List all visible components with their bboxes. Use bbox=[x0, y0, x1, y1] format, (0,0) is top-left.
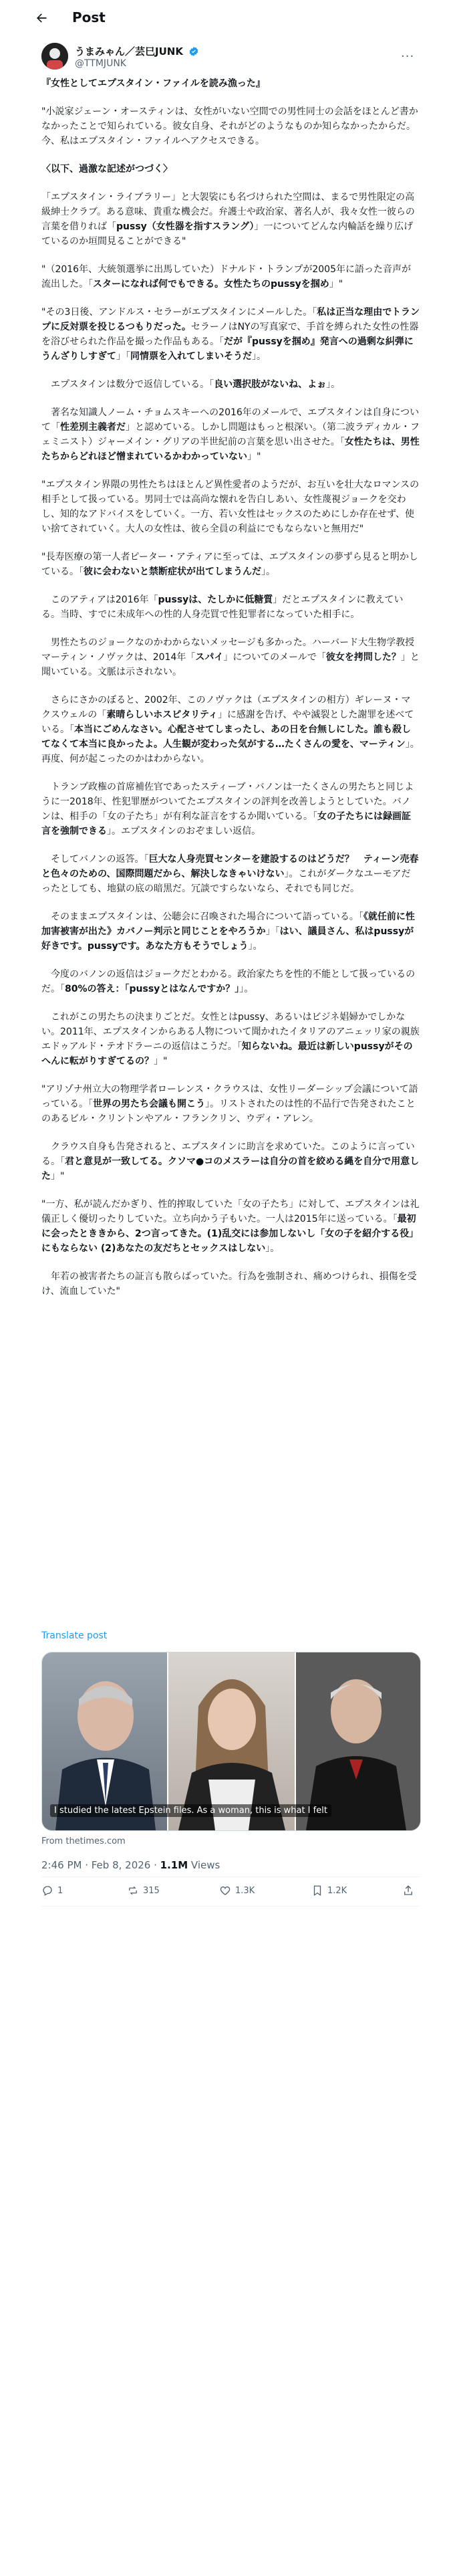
tweet-text-bold: 女性たちは、男性たちからどれほど憎まれているかわかっていない bbox=[41, 437, 420, 462]
bookmark-icon bbox=[311, 1885, 323, 1897]
tweet-text-run: "一方、私が読んだかぎり、性的搾取していた「女の子たち」に対して、エプスタインは礼儀正しく優切ったりしていた。立ち向かう子もいた。一人は2015年に送っている。「 bbox=[41, 1199, 420, 1224]
tweet-text-bold: 《就任前に性加害被害が出た》カバノー判示と同じことをやろうか bbox=[41, 911, 415, 937]
verified-badge-icon bbox=[188, 46, 199, 57]
tweet-text-run: セラーノはNYの写真家で、手首を縛られた女性の性器を浴びせられた作品を撮った作品もある。「 bbox=[41, 322, 419, 347]
post-meta bbox=[41, 1859, 220, 1871]
tweet-paragraph bbox=[41, 1269, 420, 1299]
tweet-text-run: 」" bbox=[154, 1056, 168, 1067]
tweet-text-bold: 君と意見が一致してる。クソマ●コのメスラーは自分の首を絞める縄を自分で用意した bbox=[41, 1156, 420, 1182]
tweet-text-run: 」。エプスタインのおぞましい返信。 bbox=[107, 826, 261, 837]
tweet-text-run: 年若の被害者たちの証言も散らばっていた。行為を強制され、痛めつけられ、損傷を受け、流血していた" bbox=[41, 1271, 417, 1297]
tweet-text-run: 」「 bbox=[265, 926, 280, 937]
tweet-paragraph bbox=[41, 76, 420, 91]
reply-icon bbox=[41, 1885, 53, 1897]
tweet-text-run: 著名な知識人ノーム・チョムスキーへの2016年のメールで、エプスタインは自身について「 bbox=[41, 407, 420, 433]
tweet-paragraph bbox=[41, 550, 420, 579]
share-button[interactable] bbox=[402, 1885, 418, 1897]
tweet-text-run: 」についてのメールで「 bbox=[223, 652, 326, 663]
tweet-text-run: "エプスタイン界隈の男性たちはほとんど異性愛者のようだが、お互いを壮大なロマンスの相手として扱っている。男同士では高尚な懐れを告白しあい、女性蔑視ジョークを交わし、知的なアドバイスをしていく。一方、若い女性はセックスのためにしか存在せず、使い捨てされていく。大人の女性は、彼ら全員の利益にでもならないと無用だ" bbox=[41, 479, 420, 534]
source-link[interactable]: From thetimes.com bbox=[41, 1836, 126, 1846]
tweet-text-run: クラウス自身も告発されると、エプスタインに助言を求めていた。このように言っている。「 bbox=[41, 1142, 415, 1167]
tweet-paragraph bbox=[41, 852, 420, 896]
repost-icon bbox=[127, 1885, 139, 1897]
tweet-text-bold: 世界の男たち会議も開こう bbox=[93, 1099, 205, 1109]
tweet-text-bold: スパイ bbox=[195, 652, 224, 663]
tweet-text-bold: 性差別主義者だ bbox=[60, 422, 126, 433]
more-icon[interactable]: ··· bbox=[401, 49, 415, 64]
tweet-text-bold: スターになれば何でもできる。女性たちのpussyを掴め bbox=[93, 279, 329, 290]
tweet-text-bold: 良い選択肢がないね、よぉ bbox=[214, 379, 327, 390]
tweet-text-run: 」。 bbox=[261, 566, 275, 577]
tweet-text-bold: 巨大な人身売買センターを建設するのはどうだ？ ティーン売春と色々のための、国際問題だから、解決しなきゃいけない bbox=[41, 854, 419, 879]
bookmark-button[interactable] bbox=[311, 1885, 347, 1897]
tweet-text-run: 今度のバノンの返信はジョークだとわかる。政治家たちを性的不能として扱っているのだ。「 bbox=[41, 969, 416, 994]
tweet-text-bold: 女の子たちには録画証言を強制できる bbox=[41, 811, 411, 837]
tweet-text-run: 」。再度、何が起こったのかはわからない。 bbox=[41, 739, 420, 764]
tweet-text-bold: 80%の答え：「pussyとはなんですか？」 bbox=[65, 984, 240, 994]
tweet-paragraph bbox=[41, 1082, 420, 1126]
divider bbox=[41, 1876, 420, 1877]
like-icon bbox=[219, 1885, 231, 1897]
tweet-text-run: 」。 bbox=[265, 1243, 280, 1254]
tweet-text-run: "（2016年、大統領選挙に出馬していた）ドナルド・トランプが2005年に語った音声が流出した。「 bbox=[41, 264, 411, 290]
tweet-text-run: 」。 bbox=[248, 941, 263, 952]
tweet-text-run: 」" bbox=[247, 451, 261, 462]
tweet-text-run: トランプ政権の首席補佐官であったスティーブ・バノンは一たくさんの男たちと同じように一2018年、性犯罪歴がついてたエプスタインの評判を改善しようとしていた。バノンは、相手の「女の子たち」が有利な証言をするか聞いている。「 bbox=[41, 782, 414, 822]
reply-button[interactable] bbox=[41, 1885, 63, 1897]
translate-link[interactable]: Translate post bbox=[41, 1630, 108, 1641]
author-handle[interactable]: @TTMJUNK bbox=[75, 58, 126, 69]
tweet-text-run: これがこの男たちの決まりごとだ。女性とはpussy、あるいはビジネ娼婦かでしかない。2011年、エプスタインからある人物について聞かれたイタリアのアニェッリ家の親族エドゥアルド・テオドラーニの返信はこうだ。「 bbox=[41, 1012, 420, 1052]
tweet-text-bold: 素晴らしいホスピタリティ bbox=[106, 710, 218, 720]
tweet-paragraph bbox=[41, 593, 420, 622]
avatar[interactable] bbox=[41, 43, 68, 70]
tweet-text-run: さらにさかのぼると、2002年、このノヴァクは（エプスタインの相方）ギレーヌ・マクスウェルの「 bbox=[41, 695, 411, 720]
tweet-text-bold: 知らないね。最近は新しいpussyがそのへんに転がりすぎてるの？ bbox=[41, 1041, 413, 1067]
tweet-paragraph bbox=[41, 405, 420, 464]
tweet-paragraph bbox=[41, 190, 420, 249]
tweet-text-bold: 最初に会ったとききから、2つ言ってきた。(1)乱交には参加しないし「女の子を紹介する役」にもならない (2)あなたの友だちとセックスはしない bbox=[41, 1214, 419, 1254]
tweet-paragraph bbox=[41, 635, 420, 679]
views-label: Views bbox=[188, 1859, 220, 1871]
back-arrow-icon[interactable] bbox=[35, 11, 48, 25]
author-name-row[interactable] bbox=[75, 44, 199, 58]
tweet-paragraph bbox=[41, 1140, 420, 1184]
tweet-paragraph bbox=[41, 1197, 420, 1256]
repost-button[interactable] bbox=[127, 1885, 160, 1897]
tweet-text-run: 」だとエプスタインに教えている。当時、すでに未成年への性的人身売買で性犯罪者になっていた相手に。 bbox=[41, 595, 404, 620]
tweet-text-run: 」一についてどんな内輪話を繰り広げているのか垣間見ることができる" bbox=[41, 221, 414, 247]
tweet-text-bold: だが『pussyを掴め』発言への過剰な糾弾にうんざりしすぎて bbox=[41, 336, 414, 362]
divider bbox=[41, 1906, 420, 1907]
tweet-text-bold: 彼に会わないと禁断症状が出てしまうんだ bbox=[84, 566, 261, 577]
tweet-text-run: 」に感謝を告げ、やや滅裂とした謝罪を述べている。「 bbox=[41, 710, 414, 735]
tweet-text-run: "アリゾナ州立大の物理学者ローレンス・クラウスは、女性リーダーシップ会議について語っている。「 bbox=[41, 1084, 418, 1109]
tweet-text-bold: pussy（女性器を指すスラング） bbox=[116, 221, 255, 232]
tweet-paragraph bbox=[41, 262, 420, 292]
post-timestamp[interactable]: 2:46 PM · Feb 8, 2026 · bbox=[41, 1859, 160, 1871]
tweet-text-run: このアティアは2016年「 bbox=[41, 595, 158, 605]
tweet-text-run: そのままエプスタインは、公聴会に召喚された場合について語っている。「 bbox=[41, 911, 363, 922]
top-bar bbox=[0, 0, 451, 35]
tweet-text-bold: pussyは、たしかに低糖質 bbox=[158, 595, 273, 605]
action-bar bbox=[41, 1878, 420, 1905]
media-caption: I studied the latest Epstein files. As a woman, this is what I felt bbox=[50, 1804, 331, 1817]
tweet-text-run: エプスタインは数分で返信している。「 bbox=[41, 379, 214, 390]
tweet-text-run: 」「 bbox=[116, 351, 130, 362]
tweet-text bbox=[41, 76, 420, 1312]
tweet-text-bold: 本当にごめんなさい。心配させてしまったし、あの日を台無しにした。誰も殺してなくて本当に良かったよ。人生観が変わった気がする…たくさんの愛を、マーティン bbox=[41, 724, 411, 750]
media-card[interactable] bbox=[41, 1652, 421, 1831]
tweet-text-run: 」。リストされたのは性的不品行で告発されたことのあるビル・クリントンやアル・フランクリン、ウディ・アレン。 bbox=[41, 1099, 416, 1124]
tweet-text-bold: 私は正当な理由でトランプに反対票を投じるつもりだった。 bbox=[41, 307, 420, 332]
tweet-text-run: "長寿医療の第一人者ピーター・アティアに至っては、エプスタインの夢ずら見ると明かしている。「 bbox=[41, 552, 418, 577]
tweet-text-run: 」" bbox=[329, 279, 343, 290]
tweet-text-bold: 『女性としてエプスタイン・ファイルを読み漁った』 bbox=[41, 78, 265, 89]
tweet-text-run: 」。 bbox=[252, 351, 266, 362]
reply-count: 1 bbox=[57, 1885, 63, 1896]
tweet-paragraph bbox=[41, 780, 420, 839]
tweet-text-run: 」と聞いている。文脈は示されない。 bbox=[41, 652, 420, 677]
tweet-text-run: "小説家ジェーン・オースティンは、女性がいない空間での男性同士の会話をほとんど書かなかったことで知られている。彼女自身、それがどのようなものか知らなかったからだ。今、私はエプスタイン・ファイルへアクセスできる。 bbox=[41, 106, 418, 146]
tweet-paragraph bbox=[41, 693, 420, 766]
author-name[interactable]: うまみゃん／芸巳JUNK bbox=[75, 45, 183, 58]
tweet-paragraph bbox=[41, 477, 420, 536]
repost-count: 315 bbox=[143, 1885, 160, 1896]
tweet-text-run: 」と認めている。しかし問題はもっと根深い。（第二波ラディカル・フェミニスト）ジャーメイン・グリアの半世紀前の言葉を思い出させた。「 bbox=[41, 422, 420, 447]
tweet-paragraph bbox=[41, 104, 420, 148]
page-title: Post bbox=[72, 9, 106, 25]
tweet-text-run: 「エプスタイン・ライブラリー」と大袈裟にも名づけられた空間は、まるで男性限定の高級紳士クラブ。ある意味、貴重な機会だ。弁護士や政治家、著名人が、我々女性一彼らの言葉を借りれば「 bbox=[41, 192, 415, 232]
tweet-paragraph bbox=[41, 967, 420, 996]
tweet-text-bold: 彼女を拷問した？ bbox=[325, 652, 401, 663]
tweet-text-run: 」" bbox=[51, 1171, 65, 1182]
like-count: 1.3K bbox=[235, 1885, 255, 1896]
views-count: 1.1M bbox=[160, 1859, 188, 1871]
bookmark-count: 1.2K bbox=[327, 1885, 347, 1896]
tweet-text-run: 」。 bbox=[326, 379, 341, 390]
like-button[interactable] bbox=[219, 1885, 255, 1897]
tweet-text-bold: 〈以下、過激な記述がつづく〉 bbox=[41, 164, 172, 175]
tweet-paragraph bbox=[41, 909, 420, 954]
tweet-paragraph bbox=[41, 162, 420, 177]
tweet-text-run: "その3日後、アンドルス・セラーがエプスタインにメールした。「 bbox=[41, 307, 317, 318]
tweet-text-run: そしてバノンの返答。「 bbox=[41, 854, 149, 865]
tweet-text-bold: 同情票を入れてしまいそうだ bbox=[130, 351, 252, 362]
tweet-paragraph bbox=[41, 377, 420, 392]
tweet-text-run: 」。 bbox=[239, 984, 254, 994]
tweet-text-run: 男性たちのジョークなのかわからないメッセージも多かった。ハーバード大生物学教授マーティン・ノヴァクは、2014年「 bbox=[41, 637, 415, 663]
tweet-paragraph bbox=[41, 305, 420, 364]
tweet-paragraph bbox=[41, 1010, 420, 1069]
tweet-text-run: 」。これがダークなユーモアだったとしても、地獄の底の暗黒だ。冗談ですらないなら、それでも同じだ。 bbox=[41, 869, 411, 894]
share-icon bbox=[402, 1885, 414, 1897]
tweet-text-bold: はい、議員さん、私はpussyが好きです。pussyです。あなた方もそうでしょう bbox=[41, 926, 414, 952]
